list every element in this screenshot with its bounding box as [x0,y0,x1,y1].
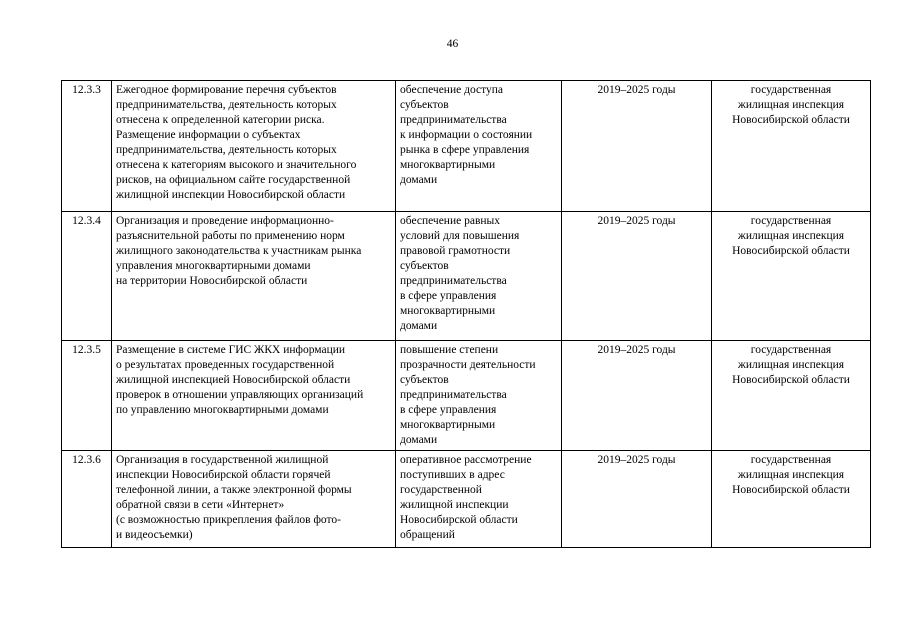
table-row [62,451,871,548]
period-cell: 2019–2025 годы [562,451,712,548]
table-row [62,212,871,341]
item-number-cell: 12.3.6 [62,451,112,548]
executor-cell: государственная жилищная инспекция Новосибирской области [712,451,871,548]
measure-description-cell: Ежегодное формирование перечня субъектов предпринимательства, деятельность которых отнесена к определенной категории риска. Размещение информации о субъектах предпринимательства, деятельность которых отнесена к категориям высокого и значительного рисков, на официальном сайте государственной жилищной инспекции Новосибирской области [112,81,396,212]
measure-description-cell: Организация и проведение информационно- разъяснительной работы по применению норм жилищного законодательства к участникам рынка управления многоквартирными домами на территории Новосибирской области [112,212,396,341]
measures-table [61,80,871,548]
expected-result-cell: обеспечение доступа субъектов предпринимательства к информации о состоянии рынка в сфере управления многоквартирными домами [396,81,562,212]
page-number: 46 [446,38,459,50]
measure-description-cell: Организация в государственной жилищной инспекции Новосибирской области горячей телефонной линии, а также электронной формы обратной связи в сети «Интернет» (с возможностью прикрепления файлов фото- и видеосъемки) [112,451,396,548]
expected-result-cell: оперативное рассмотрение поступивших в адрес государственной жилищной инспекции Новосибирской области обращений [396,451,562,548]
expected-result-cell: повышение степени прозрачности деятельности субъектов предпринимательства в сфере управления многоквартирными домами [396,341,562,451]
expected-result-cell: обеспечение равных условий для повышения правовой грамотности субъектов предпринимательства в сфере управления многоквартирными домами [396,212,562,341]
executor-cell: государственная жилищная инспекция Новосибирской области [712,341,871,451]
item-number-cell: 12.3.3 [62,81,112,212]
item-number-cell: 12.3.5 [62,341,112,451]
executor-cell: государственная жилищная инспекция Новосибирской области [712,81,871,212]
period-cell: 2019–2025 годы [562,212,712,341]
table-row [62,81,871,212]
measure-description-cell: Размещение в системе ГИС ЖКХ информации о результатах проведенных государственной жилищной инспекцией Новосибирской области проверок в отношении управляющих организаций по управлению многоквартирными домами [112,341,396,451]
executor-cell: государственная жилищная инспекция Новосибирской области [712,212,871,341]
item-number-cell: 12.3.4 [62,212,112,341]
table-row [62,341,871,451]
period-cell: 2019–2025 годы [562,341,712,451]
period-cell: 2019–2025 годы [562,81,712,212]
